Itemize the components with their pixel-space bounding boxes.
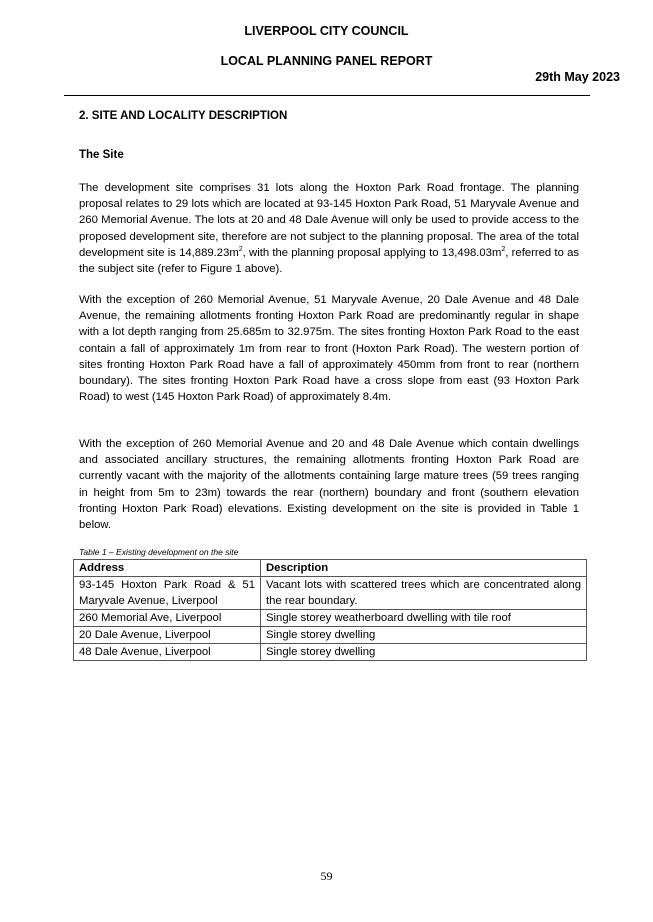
table-row — [74, 644, 587, 661]
report-title: LOCAL PLANNING PANEL REPORT — [220, 54, 433, 68]
table-row — [74, 610, 587, 627]
paragraph-text: , with the planning proposal applying to 13,498.03m — [242, 246, 502, 259]
table-cell-description: Single storey weatherboard dwelling with tile roof — [261, 610, 587, 627]
table-cell-address: 260 Memorial Ave, Liverpool — [74, 610, 261, 627]
report-date: 29th May 2023 — [535, 70, 620, 84]
superscript-squared: 2 — [501, 246, 506, 254]
subsection-heading: The Site — [79, 149, 124, 161]
paragraph-existing-development: With the exception of 260 Memorial Avenue and 20 and 48 Dale Avenue which contain dwellings and associated ancillary structures, the remaining allotments fronting Hoxton Park Road are currently vacant with the majority of the allotments containing large mature trees (59 trees ranging in height from 5m to 23m) towards the rear (northern) boundary and front (southern elevation fronting Hoxton Park Road) elevations. Existing development on the site is provided in Table 1 below. — [79, 438, 579, 532]
paragraph-text: The development site comprises 31 lots along the Hoxton Park Road frontage. The planning proposal relates to 29 lots which are located at 93-145 Hoxton Park Road, 51 Maryvale Avenue and 260 Memorial Avenue. The lots at 20 and 48 Dale Avenue will only be used to provide access to the proposed development site, therefore are not subject to the planning proposal. The area of the total development site is 14,889.23m — [79, 182, 579, 259]
paragraph-text: , referred to as the subject site (refer to Figure 1 above). — [79, 246, 580, 276]
table-header-row — [74, 560, 587, 577]
paragraph-site-overview — [79, 180, 579, 277]
table-caption: Table 1 – Existing development on the site — [79, 547, 239, 557]
table-cell-description: Single storey dwelling — [261, 627, 587, 644]
page-number: 59 — [320, 869, 333, 883]
table-row — [74, 627, 587, 644]
header-divider — [64, 95, 590, 96]
table-cell-description: Vacant lots with scattered trees which are concentrated along the rear boundary. — [261, 577, 587, 610]
table-cell-address: 20 Dale Avenue, Liverpool — [74, 627, 261, 644]
column-header-description: Description — [261, 560, 587, 577]
section-heading: 2. SITE AND LOCALITY DESCRIPTION — [79, 110, 288, 122]
column-header-address: Address — [74, 560, 261, 577]
paragraph-topography: With the exception of 260 Memorial Avenue, 51 Maryvale Avenue, 20 Dale Avenue and 48 Dale Avenue, the remaining allotments fronting Hoxton Park Road are predominantly regular in shape with a lot depth ranging from 25.685m to 32.975m. The sites fronting Hoxton Park Road to the east contain a fall of approximately 1m from rear to front (Hoxton Park Road). The western portion of sites fronting Hoxton Park Road have a fall of approximately 450mm from front to rear (northern boundary). The sites fronting Hoxton Park Road have a cross slope from east (93 Hoxton Park Road) to west (145 Hoxton Park Road) of approximately 8.4m. — [79, 294, 579, 404]
council-name: LIVERPOOL CITY COUNCIL — [244, 24, 409, 38]
superscript-squared: 2 — [238, 246, 243, 254]
existing-development-table — [73, 559, 587, 661]
table-cell-address: 93-145 Hoxton Park Road & 51 Maryvale Avenue, Liverpool — [74, 577, 261, 610]
table-row — [74, 577, 587, 610]
table-cell-description: Single storey dwelling — [261, 644, 587, 661]
table-cell-address: 48 Dale Avenue, Liverpool — [74, 644, 261, 661]
